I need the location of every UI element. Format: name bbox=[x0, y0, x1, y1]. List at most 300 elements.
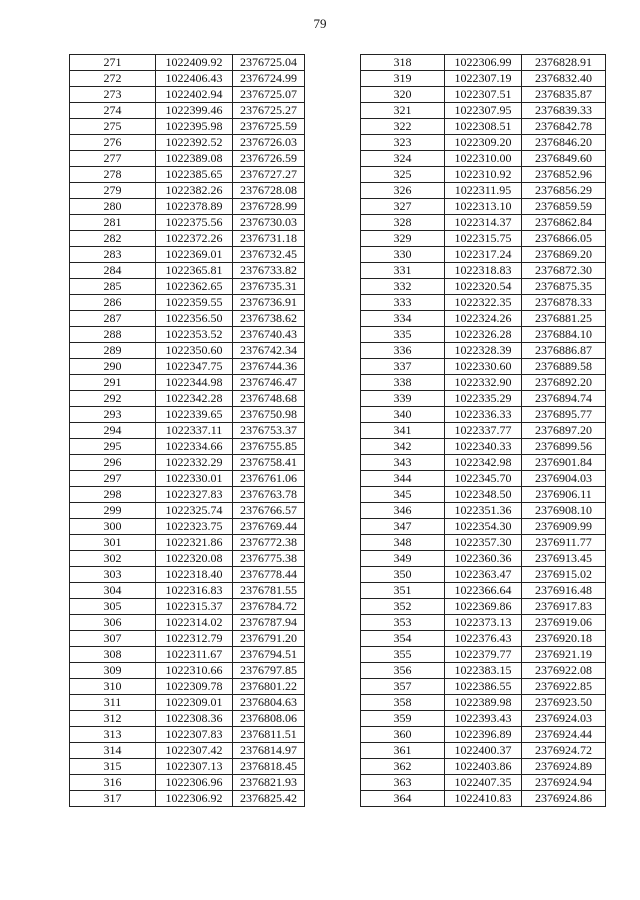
y-coordinate-cell: 2376924.44 bbox=[522, 727, 606, 743]
point-number-cell: 300 bbox=[70, 519, 156, 535]
table-row bbox=[70, 151, 305, 167]
x-coordinate-cell: 1022345.70 bbox=[445, 471, 522, 487]
table-row bbox=[70, 215, 305, 231]
y-coordinate-cell: 2376842.78 bbox=[522, 119, 606, 135]
x-coordinate-cell: 1022310.66 bbox=[156, 663, 233, 679]
table-row bbox=[361, 183, 606, 199]
table-row bbox=[361, 455, 606, 471]
point-number-cell: 271 bbox=[70, 55, 156, 71]
point-number-cell: 289 bbox=[70, 343, 156, 359]
table-row bbox=[361, 295, 606, 311]
y-coordinate-cell: 2376738.62 bbox=[233, 311, 305, 327]
table-row bbox=[361, 119, 606, 135]
x-coordinate-cell: 1022362.65 bbox=[156, 279, 233, 295]
table-row bbox=[70, 375, 305, 391]
point-number-cell: 312 bbox=[70, 711, 156, 727]
x-coordinate-cell: 1022315.37 bbox=[156, 599, 233, 615]
x-coordinate-cell: 1022320.54 bbox=[445, 279, 522, 295]
y-coordinate-cell: 2376740.43 bbox=[233, 327, 305, 343]
y-coordinate-cell: 2376775.38 bbox=[233, 551, 305, 567]
table-row bbox=[70, 743, 305, 759]
x-coordinate-cell: 1022317.24 bbox=[445, 247, 522, 263]
y-coordinate-cell: 2376735.31 bbox=[233, 279, 305, 295]
y-coordinate-cell: 2376811.51 bbox=[233, 727, 305, 743]
y-coordinate-cell: 2376922.85 bbox=[522, 679, 606, 695]
point-number-cell: 352 bbox=[361, 599, 445, 615]
x-coordinate-cell: 1022309.78 bbox=[156, 679, 233, 695]
x-coordinate-cell: 1022307.51 bbox=[445, 87, 522, 103]
point-number-cell: 305 bbox=[70, 599, 156, 615]
table-row bbox=[70, 279, 305, 295]
y-coordinate-cell: 2376924.94 bbox=[522, 775, 606, 791]
y-coordinate-cell: 2376828.91 bbox=[522, 55, 606, 71]
y-coordinate-cell: 2376908.10 bbox=[522, 503, 606, 519]
table-row bbox=[70, 615, 305, 631]
point-number-cell: 339 bbox=[361, 391, 445, 407]
y-coordinate-cell: 2376878.33 bbox=[522, 295, 606, 311]
y-coordinate-cell: 2376753.37 bbox=[233, 423, 305, 439]
point-number-cell: 278 bbox=[70, 167, 156, 183]
point-number-cell: 358 bbox=[361, 695, 445, 711]
y-coordinate-cell: 2376725.07 bbox=[233, 87, 305, 103]
table-row bbox=[361, 151, 606, 167]
y-coordinate-cell: 2376892.20 bbox=[522, 375, 606, 391]
point-number-cell: 311 bbox=[70, 695, 156, 711]
y-coordinate-cell: 2376725.04 bbox=[233, 55, 305, 71]
y-coordinate-cell: 2376913.45 bbox=[522, 551, 606, 567]
point-number-cell: 299 bbox=[70, 503, 156, 519]
x-coordinate-cell: 1022316.83 bbox=[156, 583, 233, 599]
x-coordinate-cell: 1022337.11 bbox=[156, 423, 233, 439]
table-row bbox=[70, 327, 305, 343]
point-number-cell: 282 bbox=[70, 231, 156, 247]
table-row bbox=[361, 759, 606, 775]
point-number-cell: 304 bbox=[70, 583, 156, 599]
point-number-cell: 363 bbox=[361, 775, 445, 791]
x-coordinate-cell: 1022307.83 bbox=[156, 727, 233, 743]
table-row bbox=[70, 167, 305, 183]
point-number-cell: 349 bbox=[361, 551, 445, 567]
x-coordinate-cell: 1022342.28 bbox=[156, 391, 233, 407]
point-number-cell: 297 bbox=[70, 471, 156, 487]
x-coordinate-cell: 1022313.10 bbox=[445, 199, 522, 215]
x-coordinate-cell: 1022372.26 bbox=[156, 231, 233, 247]
x-coordinate-cell: 1022326.28 bbox=[445, 327, 522, 343]
y-coordinate-cell: 2376731.18 bbox=[233, 231, 305, 247]
x-coordinate-cell: 1022366.64 bbox=[445, 583, 522, 599]
table-row bbox=[70, 647, 305, 663]
y-coordinate-cell: 2376755.85 bbox=[233, 439, 305, 455]
point-number-cell: 338 bbox=[361, 375, 445, 391]
y-coordinate-cell: 2376821.93 bbox=[233, 775, 305, 791]
point-number-cell: 334 bbox=[361, 311, 445, 327]
point-number-cell: 302 bbox=[70, 551, 156, 567]
table-row bbox=[361, 375, 606, 391]
x-coordinate-cell: 1022307.95 bbox=[445, 103, 522, 119]
x-coordinate-cell: 1022369.86 bbox=[445, 599, 522, 615]
y-coordinate-cell: 2376924.89 bbox=[522, 759, 606, 775]
point-number-cell: 293 bbox=[70, 407, 156, 423]
table-row bbox=[70, 471, 305, 487]
point-number-cell: 342 bbox=[361, 439, 445, 455]
x-coordinate-cell: 1022332.29 bbox=[156, 455, 233, 471]
table-row bbox=[70, 87, 305, 103]
y-coordinate-cell: 2376909.99 bbox=[522, 519, 606, 535]
table-row bbox=[361, 727, 606, 743]
coordinate-table-left bbox=[69, 54, 305, 807]
y-coordinate-cell: 2376849.60 bbox=[522, 151, 606, 167]
y-coordinate-cell: 2376742.34 bbox=[233, 343, 305, 359]
point-number-cell: 314 bbox=[70, 743, 156, 759]
table-row bbox=[361, 583, 606, 599]
y-coordinate-cell: 2376911.77 bbox=[522, 535, 606, 551]
x-coordinate-cell: 1022409.92 bbox=[156, 55, 233, 71]
table-row bbox=[361, 711, 606, 727]
y-coordinate-cell: 2376835.87 bbox=[522, 87, 606, 103]
x-coordinate-cell: 1022315.75 bbox=[445, 231, 522, 247]
y-coordinate-cell: 2376728.08 bbox=[233, 183, 305, 199]
point-number-cell: 340 bbox=[361, 407, 445, 423]
table-row bbox=[70, 775, 305, 791]
x-coordinate-cell: 1022353.52 bbox=[156, 327, 233, 343]
table-row bbox=[70, 663, 305, 679]
x-coordinate-cell: 1022350.60 bbox=[156, 343, 233, 359]
table-row bbox=[361, 631, 606, 647]
x-coordinate-cell: 1022311.67 bbox=[156, 647, 233, 663]
point-number-cell: 280 bbox=[70, 199, 156, 215]
x-coordinate-cell: 1022330.01 bbox=[156, 471, 233, 487]
y-coordinate-cell: 2376744.36 bbox=[233, 359, 305, 375]
table-row bbox=[361, 679, 606, 695]
y-coordinate-cell: 2376725.27 bbox=[233, 103, 305, 119]
table-row bbox=[361, 247, 606, 263]
table-row bbox=[361, 615, 606, 631]
point-number-cell: 317 bbox=[70, 791, 156, 807]
y-coordinate-cell: 2376859.59 bbox=[522, 199, 606, 215]
table-row bbox=[70, 567, 305, 583]
y-coordinate-cell: 2376781.55 bbox=[233, 583, 305, 599]
x-coordinate-cell: 1022309.01 bbox=[156, 695, 233, 711]
table-row bbox=[70, 119, 305, 135]
point-number-cell: 303 bbox=[70, 567, 156, 583]
table-row bbox=[361, 775, 606, 791]
table-row bbox=[361, 743, 606, 759]
x-coordinate-cell: 1022322.35 bbox=[445, 295, 522, 311]
y-coordinate-cell: 2376922.08 bbox=[522, 663, 606, 679]
point-number-cell: 323 bbox=[361, 135, 445, 151]
table-row bbox=[361, 103, 606, 119]
x-coordinate-cell: 1022307.42 bbox=[156, 743, 233, 759]
y-coordinate-cell: 2376784.72 bbox=[233, 599, 305, 615]
table-row bbox=[361, 167, 606, 183]
table-row bbox=[70, 311, 305, 327]
y-coordinate-cell: 2376889.58 bbox=[522, 359, 606, 375]
x-coordinate-cell: 1022310.00 bbox=[445, 151, 522, 167]
y-coordinate-cell: 2376839.33 bbox=[522, 103, 606, 119]
point-number-cell: 287 bbox=[70, 311, 156, 327]
x-coordinate-cell: 1022382.26 bbox=[156, 183, 233, 199]
x-coordinate-cell: 1022308.51 bbox=[445, 119, 522, 135]
x-coordinate-cell: 1022318.40 bbox=[156, 567, 233, 583]
point-number-cell: 281 bbox=[70, 215, 156, 231]
y-coordinate-cell: 2376725.59 bbox=[233, 119, 305, 135]
y-coordinate-cell: 2376875.35 bbox=[522, 279, 606, 295]
x-coordinate-cell: 1022344.98 bbox=[156, 375, 233, 391]
table-row bbox=[70, 439, 305, 455]
point-number-cell: 333 bbox=[361, 295, 445, 311]
table-row bbox=[70, 343, 305, 359]
point-number-cell: 356 bbox=[361, 663, 445, 679]
table-row bbox=[70, 455, 305, 471]
y-coordinate-cell: 2376924.72 bbox=[522, 743, 606, 759]
table-row bbox=[70, 535, 305, 551]
point-number-cell: 355 bbox=[361, 647, 445, 663]
x-coordinate-cell: 1022357.30 bbox=[445, 535, 522, 551]
x-coordinate-cell: 1022306.92 bbox=[156, 791, 233, 807]
table-row bbox=[361, 263, 606, 279]
table-row bbox=[361, 311, 606, 327]
y-coordinate-cell: 2376881.25 bbox=[522, 311, 606, 327]
coordinate-table-right-body bbox=[361, 55, 606, 807]
x-coordinate-cell: 1022383.15 bbox=[445, 663, 522, 679]
y-coordinate-cell: 2376884.10 bbox=[522, 327, 606, 343]
table-row bbox=[70, 727, 305, 743]
x-coordinate-cell: 1022310.92 bbox=[445, 167, 522, 183]
point-number-cell: 353 bbox=[361, 615, 445, 631]
table-row bbox=[70, 583, 305, 599]
table-row bbox=[70, 391, 305, 407]
y-coordinate-cell: 2376763.78 bbox=[233, 487, 305, 503]
x-coordinate-cell: 1022334.66 bbox=[156, 439, 233, 455]
point-number-cell: 313 bbox=[70, 727, 156, 743]
table-row bbox=[70, 183, 305, 199]
point-number-cell: 359 bbox=[361, 711, 445, 727]
table-row bbox=[70, 103, 305, 119]
y-coordinate-cell: 2376769.44 bbox=[233, 519, 305, 535]
x-coordinate-cell: 1022307.13 bbox=[156, 759, 233, 775]
point-number-cell: 335 bbox=[361, 327, 445, 343]
x-coordinate-cell: 1022389.98 bbox=[445, 695, 522, 711]
table-row bbox=[70, 711, 305, 727]
table-row bbox=[70, 71, 305, 87]
y-coordinate-cell: 2376869.20 bbox=[522, 247, 606, 263]
x-coordinate-cell: 1022399.46 bbox=[156, 103, 233, 119]
table-row bbox=[361, 791, 606, 807]
x-coordinate-cell: 1022386.55 bbox=[445, 679, 522, 695]
x-coordinate-cell: 1022410.83 bbox=[445, 791, 522, 807]
point-number-cell: 276 bbox=[70, 135, 156, 151]
table-row bbox=[70, 295, 305, 311]
y-coordinate-cell: 2376904.03 bbox=[522, 471, 606, 487]
point-number-cell: 341 bbox=[361, 423, 445, 439]
x-coordinate-cell: 1022339.65 bbox=[156, 407, 233, 423]
point-number-cell: 332 bbox=[361, 279, 445, 295]
point-number-cell: 296 bbox=[70, 455, 156, 471]
point-number-cell: 321 bbox=[361, 103, 445, 119]
point-number-cell: 325 bbox=[361, 167, 445, 183]
x-coordinate-cell: 1022311.95 bbox=[445, 183, 522, 199]
point-number-cell: 318 bbox=[361, 55, 445, 71]
y-coordinate-cell: 2376899.56 bbox=[522, 439, 606, 455]
y-coordinate-cell: 2376906.11 bbox=[522, 487, 606, 503]
table-row bbox=[70, 263, 305, 279]
y-coordinate-cell: 2376917.83 bbox=[522, 599, 606, 615]
table-row bbox=[361, 439, 606, 455]
y-coordinate-cell: 2376897.20 bbox=[522, 423, 606, 439]
point-number-cell: 283 bbox=[70, 247, 156, 263]
x-coordinate-cell: 1022306.99 bbox=[445, 55, 522, 71]
y-coordinate-cell: 2376797.85 bbox=[233, 663, 305, 679]
point-number-cell: 347 bbox=[361, 519, 445, 535]
y-coordinate-cell: 2376791.20 bbox=[233, 631, 305, 647]
table-row bbox=[70, 551, 305, 567]
point-number-cell: 350 bbox=[361, 567, 445, 583]
x-coordinate-cell: 1022360.36 bbox=[445, 551, 522, 567]
x-coordinate-cell: 1022327.83 bbox=[156, 487, 233, 503]
x-coordinate-cell: 1022347.75 bbox=[156, 359, 233, 375]
y-coordinate-cell: 2376924.03 bbox=[522, 711, 606, 727]
y-coordinate-cell: 2376772.38 bbox=[233, 535, 305, 551]
x-coordinate-cell: 1022312.79 bbox=[156, 631, 233, 647]
y-coordinate-cell: 2376808.06 bbox=[233, 711, 305, 727]
table-row bbox=[361, 407, 606, 423]
point-number-cell: 346 bbox=[361, 503, 445, 519]
y-coordinate-cell: 2376778.44 bbox=[233, 567, 305, 583]
table-row bbox=[361, 55, 606, 71]
x-coordinate-cell: 1022309.20 bbox=[445, 135, 522, 151]
y-coordinate-cell: 2376794.51 bbox=[233, 647, 305, 663]
y-coordinate-cell: 2376894.74 bbox=[522, 391, 606, 407]
point-number-cell: 357 bbox=[361, 679, 445, 695]
x-coordinate-cell: 1022324.26 bbox=[445, 311, 522, 327]
table-row bbox=[361, 471, 606, 487]
y-coordinate-cell: 2376862.84 bbox=[522, 215, 606, 231]
table-row bbox=[361, 487, 606, 503]
x-coordinate-cell: 1022321.86 bbox=[156, 535, 233, 551]
point-number-cell: 298 bbox=[70, 487, 156, 503]
table-row bbox=[361, 87, 606, 103]
table-row bbox=[70, 407, 305, 423]
x-coordinate-cell: 1022323.75 bbox=[156, 519, 233, 535]
point-number-cell: 362 bbox=[361, 759, 445, 775]
table-row bbox=[361, 503, 606, 519]
point-number-cell: 324 bbox=[361, 151, 445, 167]
y-coordinate-cell: 2376825.42 bbox=[233, 791, 305, 807]
point-number-cell: 272 bbox=[70, 71, 156, 87]
y-coordinate-cell: 2376730.03 bbox=[233, 215, 305, 231]
y-coordinate-cell: 2376761.06 bbox=[233, 471, 305, 487]
point-number-cell: 288 bbox=[70, 327, 156, 343]
table-row bbox=[70, 135, 305, 151]
table-row bbox=[361, 359, 606, 375]
y-coordinate-cell: 2376801.22 bbox=[233, 679, 305, 695]
y-coordinate-cell: 2376856.29 bbox=[522, 183, 606, 199]
point-number-cell: 330 bbox=[361, 247, 445, 263]
point-number-cell: 286 bbox=[70, 295, 156, 311]
point-number-cell: 351 bbox=[361, 583, 445, 599]
table-row bbox=[70, 791, 305, 807]
x-coordinate-cell: 1022389.08 bbox=[156, 151, 233, 167]
x-coordinate-cell: 1022337.77 bbox=[445, 423, 522, 439]
table-row bbox=[361, 215, 606, 231]
y-coordinate-cell: 2376923.50 bbox=[522, 695, 606, 711]
point-number-cell: 336 bbox=[361, 343, 445, 359]
point-number-cell: 322 bbox=[361, 119, 445, 135]
table-row bbox=[361, 327, 606, 343]
point-number-cell: 337 bbox=[361, 359, 445, 375]
y-coordinate-cell: 2376919.06 bbox=[522, 615, 606, 631]
x-coordinate-cell: 1022375.56 bbox=[156, 215, 233, 231]
y-coordinate-cell: 2376746.47 bbox=[233, 375, 305, 391]
y-coordinate-cell: 2376766.57 bbox=[233, 503, 305, 519]
point-number-cell: 326 bbox=[361, 183, 445, 199]
x-coordinate-cell: 1022402.94 bbox=[156, 87, 233, 103]
table-row bbox=[361, 391, 606, 407]
x-coordinate-cell: 1022392.52 bbox=[156, 135, 233, 151]
table-row bbox=[361, 663, 606, 679]
table-row bbox=[361, 551, 606, 567]
point-number-cell: 331 bbox=[361, 263, 445, 279]
x-coordinate-cell: 1022336.33 bbox=[445, 407, 522, 423]
x-coordinate-cell: 1022351.36 bbox=[445, 503, 522, 519]
point-number-cell: 275 bbox=[70, 119, 156, 135]
y-coordinate-cell: 2376728.99 bbox=[233, 199, 305, 215]
x-coordinate-cell: 1022369.01 bbox=[156, 247, 233, 263]
x-coordinate-cell: 1022307.19 bbox=[445, 71, 522, 87]
y-coordinate-cell: 2376750.98 bbox=[233, 407, 305, 423]
x-coordinate-cell: 1022308.36 bbox=[156, 711, 233, 727]
point-number-cell: 343 bbox=[361, 455, 445, 471]
x-coordinate-cell: 1022400.37 bbox=[445, 743, 522, 759]
y-coordinate-cell: 2376895.77 bbox=[522, 407, 606, 423]
x-coordinate-cell: 1022385.65 bbox=[156, 167, 233, 183]
table-row bbox=[361, 695, 606, 711]
point-number-cell: 279 bbox=[70, 183, 156, 199]
x-coordinate-cell: 1022359.55 bbox=[156, 295, 233, 311]
table-row bbox=[70, 199, 305, 215]
x-coordinate-cell: 1022314.02 bbox=[156, 615, 233, 631]
x-coordinate-cell: 1022348.50 bbox=[445, 487, 522, 503]
x-coordinate-cell: 1022406.43 bbox=[156, 71, 233, 87]
point-number-cell: 274 bbox=[70, 103, 156, 119]
table-row bbox=[361, 279, 606, 295]
y-coordinate-cell: 2376814.97 bbox=[233, 743, 305, 759]
table-row bbox=[361, 519, 606, 535]
point-number-cell: 329 bbox=[361, 231, 445, 247]
x-coordinate-cell: 1022363.47 bbox=[445, 567, 522, 583]
y-coordinate-cell: 2376852.96 bbox=[522, 167, 606, 183]
point-number-cell: 277 bbox=[70, 151, 156, 167]
x-coordinate-cell: 1022325.74 bbox=[156, 503, 233, 519]
table-row bbox=[361, 135, 606, 151]
point-number-cell: 319 bbox=[361, 71, 445, 87]
coordinate-table-right bbox=[360, 54, 606, 807]
point-number-cell: 344 bbox=[361, 471, 445, 487]
point-number-cell: 301 bbox=[70, 535, 156, 551]
point-number-cell: 320 bbox=[361, 87, 445, 103]
x-coordinate-cell: 1022314.37 bbox=[445, 215, 522, 231]
coordinate-table-left-body bbox=[70, 55, 305, 807]
point-number-cell: 364 bbox=[361, 791, 445, 807]
x-coordinate-cell: 1022403.86 bbox=[445, 759, 522, 775]
y-coordinate-cell: 2376915.02 bbox=[522, 567, 606, 583]
y-coordinate-cell: 2376733.82 bbox=[233, 263, 305, 279]
table-row bbox=[70, 631, 305, 647]
y-coordinate-cell: 2376758.41 bbox=[233, 455, 305, 471]
point-number-cell: 308 bbox=[70, 647, 156, 663]
x-coordinate-cell: 1022373.13 bbox=[445, 615, 522, 631]
y-coordinate-cell: 2376872.30 bbox=[522, 263, 606, 279]
